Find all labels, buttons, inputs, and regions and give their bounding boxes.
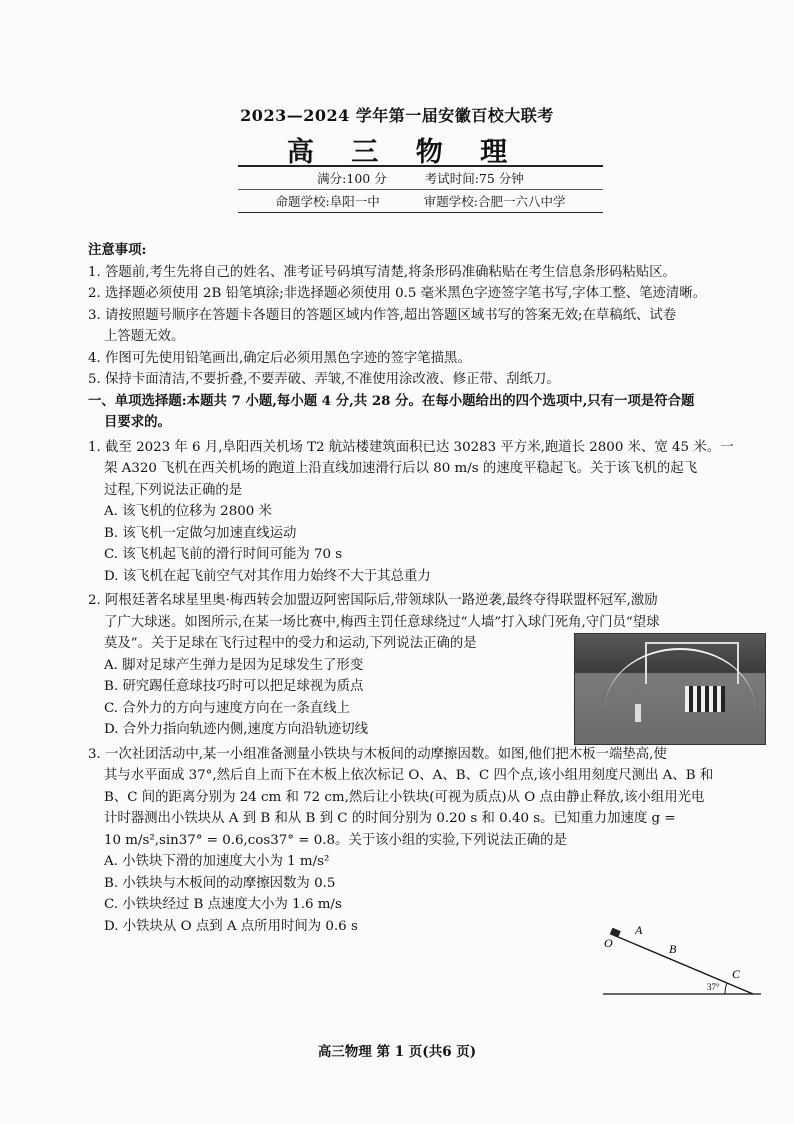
question-stem-line: 其与水平面成 37°,然后自上而下在木板上依次标记 O、A、B、C 四个点,该小组用刻度尺测出 A、B 和 — [104, 768, 714, 783]
setter-school: 命题学校:阜阳一中 — [275, 194, 380, 209]
soccer-freekick-photo — [574, 633, 766, 745]
question-stem-line: 了广大球迷。如图所示,在某一场比赛中,梅西主罚任意球绕过“人墙”打入球门死角,守门员“望球 — [104, 614, 660, 630]
option-b: B. 研究踢任意球技巧时可以把足球视为质点 — [104, 679, 364, 694]
option-c: C. 小铁块经过 B 点速度大小为 1.6 m/s — [104, 897, 342, 912]
question-stem-line: 10 m/s²,sin37° = 0.6,cos37° = 0.8。关于该小组的实验,下列说法正确的是 — [104, 832, 567, 848]
notice-title: 注意事项: — [88, 242, 147, 258]
point-o-label: O — [604, 936, 613, 950]
incline-board — [611, 934, 753, 994]
question-stem-line: 3. 一次社团活动中,某一小组准备测量小铁块与木板间的动摩擦因数。如图,他们把木板一端垫高,使 — [88, 746, 667, 762]
point-a-label: A — [635, 924, 643, 937]
notice-item: 2. 选择题必须使用 2B 铅笔填涂;非选择题必须使用 0.5 毫米黑色字迹签字笔书写,字体工整、笔迹清晰。 — [88, 286, 707, 301]
option-c: C. 合外力的方向与速度方向在一条直线上 — [104, 700, 350, 716]
question-stem-line: 2. 阿根廷著名球星里奥·梅西转会加盟迈阿密国际后,带领球队一路逆袭,最终夺得联盟杯冠军,激励 — [88, 593, 658, 608]
section-heading-line: 一、单项选择题:本题共 7 小题,每小题 4 分,共 28 分。在每小题给出的四个选项中,只有一项是符合题 — [88, 392, 695, 409]
notice-item: 5. 保持卡面清洁,不要折叠,不要弄破、弄皱,不准使用涂改液、修正带、刮纸刀。 — [88, 372, 560, 387]
question-1 — [88, 437, 758, 588]
question-stem-line: 莫及”。关于足球在飞行过程中的受力和运动,下列说法正确的是 — [104, 636, 477, 651]
incline-diagram — [603, 924, 763, 1000]
notice-item: 3. 请按照题号顺序在答题卡各题目的答题区域内作答,超出答题区域书写的答案无效;在草稿纸、试卷 — [88, 307, 677, 323]
page-content — [88, 240, 758, 937]
option-c: C. 该飞机起飞前的滑行时间可能为 70 s — [104, 547, 343, 562]
option-d: D. 小铁块从 O 点到 A 点所用时间为 0.6 s — [104, 918, 358, 934]
option-a: A. 该飞机的位移为 2800 米 — [104, 504, 272, 519]
full-score: 满分:100 分 — [317, 171, 387, 186]
option-d: D. 合外力指向轨迹内侧,速度方向沿轨迹切线 — [104, 722, 369, 737]
player-wall — [685, 686, 725, 712]
exam-name: 2023—2024 学年第一届安徽百校大联考 — [240, 106, 554, 125]
section-heading — [88, 391, 758, 434]
notice-item: 4. 作图可先使用铅笔画出,确定后必须用黑色字迹的签字笔描黑。 — [88, 350, 471, 366]
exam-meta-box — [238, 165, 603, 213]
angle-arc — [725, 983, 727, 994]
exam-header — [0, 103, 794, 169]
option-b: B. 小铁块与木板间的动摩擦因数为 0.5 — [104, 875, 336, 891]
question-stem-line: B、C 间的距离分别为 24 cm 和 72 cm,然后让小铁块(可视为质点)从 O 点由静止释放,该小组用光电 — [104, 789, 705, 805]
question-3 — [88, 744, 758, 938]
angle-label: 37° — [707, 982, 720, 992]
point-c-label: C — [732, 967, 741, 981]
option-b: B. 该飞机一定做匀加速直线运动 — [104, 525, 297, 541]
page-footer: 高三物理 第 1 页(共6 页) — [317, 1044, 477, 1060]
option-d: D. 该飞机在起飞前空气对其作用力始终不大于其总重力 — [104, 568, 431, 584]
kicker — [635, 704, 641, 722]
reviewer-school: 审题学校:合肥一六八中学 — [423, 194, 566, 209]
question-stem-line: 计时器测出小铁块从 A 到 B 和从 B 到 C 的时间分别为 0.20 s 和 0.40 s。已知重力加速度 g = — [104, 811, 676, 826]
notice-item: 1. 答题前,考生先将自己的姓名、准考证号码填写清楚,将条形码准确粘贴在考生信息条形码粘贴区。 — [88, 264, 676, 280]
question-stem-line: 过程,下列说法正确的是 — [104, 482, 243, 498]
notice-item: 上答题无效。 — [104, 329, 185, 344]
option-a: A. 脚对足球产生弹力是因为足球发生了形变 — [104, 657, 364, 673]
exam-time: 考试时间:75 分钟 — [424, 171, 524, 186]
question-2 — [88, 590, 758, 741]
question-stem-line: 架 A320 飞机在西关机场的跑道上沿直线加速滑行后以 80 m/s 的速度平稳起飞。关于该飞机的起飞 — [104, 461, 698, 476]
option-a: A. 小铁块下滑的加速度大小为 1 m/s² — [104, 854, 330, 869]
section-heading-line: 目要求的。 — [104, 414, 171, 430]
question-stem-line: 1. 截至 2023 年 6 月,阜阳西关机场 T2 航站楼建筑面积已达 30283 平方米,跑道长 2800 米、宽 45 米。一 — [88, 439, 734, 455]
subject-title: 高 三 物 理 — [286, 137, 522, 168]
point-b-label: B — [669, 942, 677, 956]
